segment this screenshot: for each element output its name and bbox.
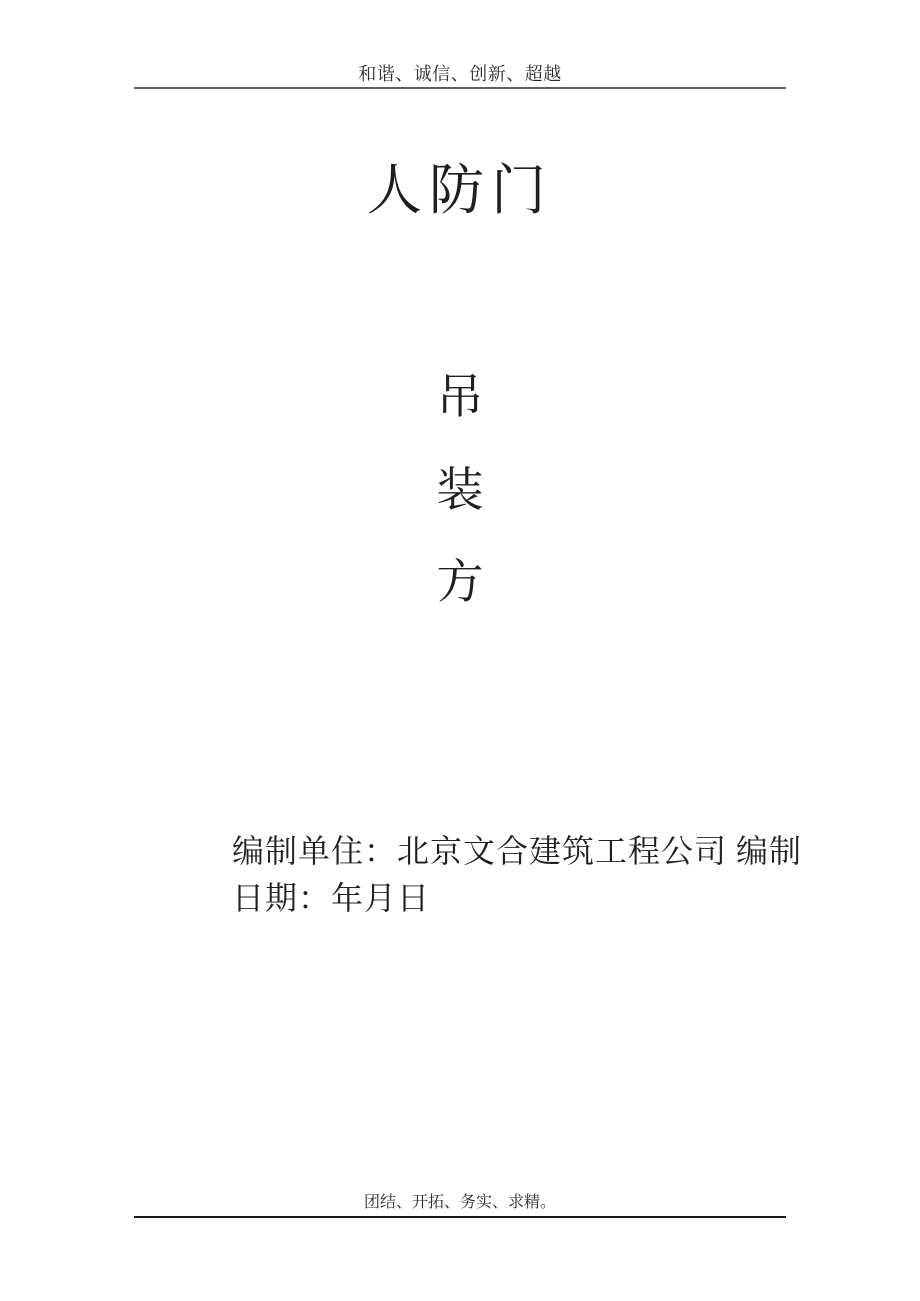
vertical-title-char-3: 方 xyxy=(436,557,484,609)
footer-rule xyxy=(134,1216,786,1218)
prepared-by-block xyxy=(232,828,832,921)
header-rule xyxy=(134,87,786,89)
vertical-title xyxy=(0,352,920,630)
vertical-title-char-2: 装 xyxy=(436,464,484,517)
document-title: 人防门 xyxy=(366,160,553,221)
prepared-by-line: 编制单住：北京文合建筑工程公司 编制 xyxy=(232,833,803,869)
date-line: 日期：年月日 xyxy=(232,879,431,916)
footer-motto: 团结、开拓、务实、求精。 xyxy=(363,1194,556,1211)
vertical-title-char-1: 吊 xyxy=(436,372,484,424)
header-motto: 和谐、诚信、创新、超越 xyxy=(358,64,562,84)
